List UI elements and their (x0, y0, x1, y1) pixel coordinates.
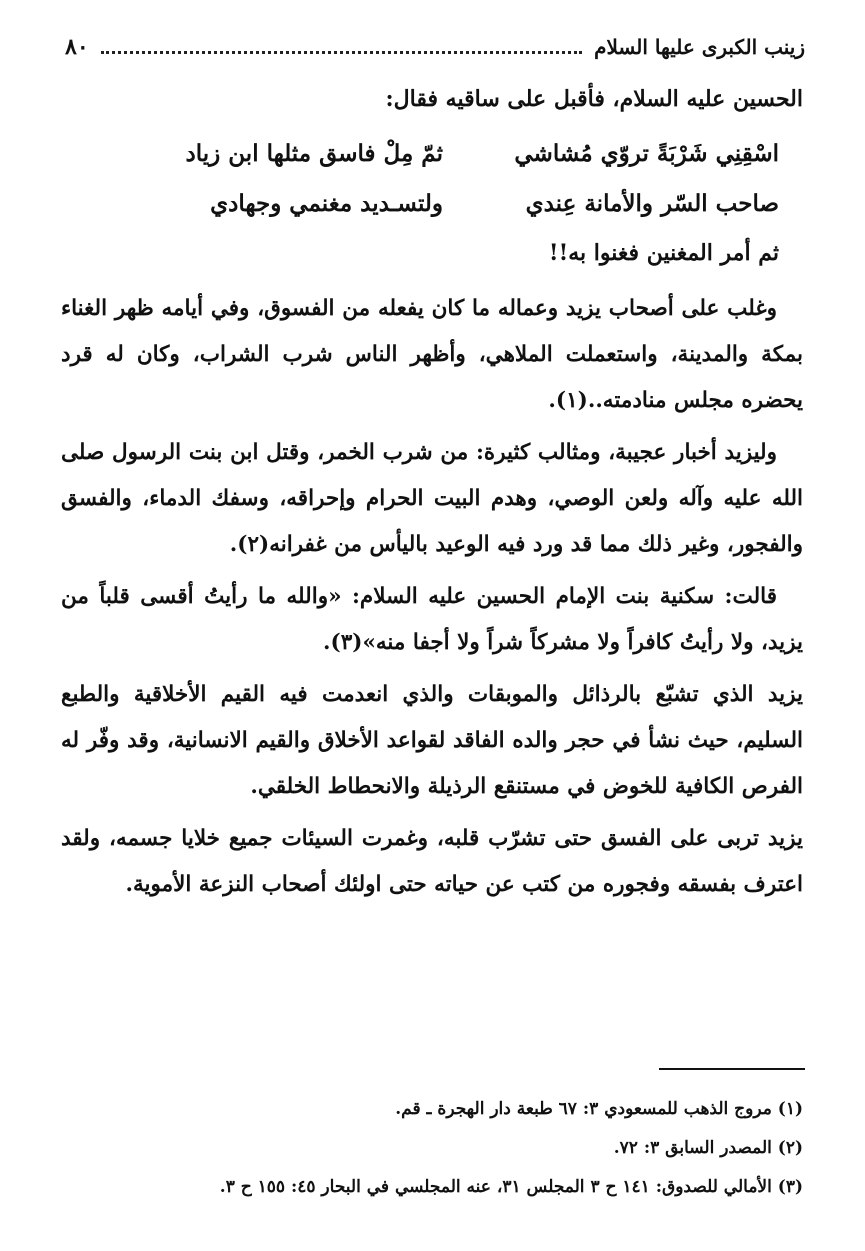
verse-first-hemistich: صاحب السّر والأمانة عِندي (525, 190, 779, 217)
verse-second-hemistich: ثمّ مِلْ فاسق مثلها ابن زياد (185, 140, 443, 167)
paragraph: يزيد الذي تشبّع بالرذائل والموبقات والذي انعدمت فيه القيم الأخلاقية والطبع السليم، حيث نشأ في حجر والده الفاقد لقواعد الأخلاق والقيم الانسانية، وقد وفّر له الفرص الكافية للخوض في مستنقع الرذيلة والانحطاط الخلقي. (61, 682, 803, 799)
verse-first-hemistich: اسْقِنِي شَرْبَةً تروّي مُشاشي (514, 140, 779, 167)
leader-dots (101, 41, 582, 54)
paragraph: وليزيد أخبار عجيبة، ومثالب كثيرة: من شرب الخمر، وقتل ابن بنت الرسول صلى الله عليه وآله ولعن الوصي، وهدم البيت الحرام وإحراقه، وسفك الدماء، والفسق والفجور، وغير ذلك مما قد ورد فيه الوعيد باليأس من غفرانه(٢). (61, 440, 803, 557)
verse-second-hemistich: ولتسـديد مغنمي وجهادي (210, 190, 443, 217)
footnotes (61, 1090, 803, 1207)
paragraph: يزيد تربى على الفسق حتى تشرّب قلبه، وغمرت السيئات جميع خلايا جسمه، ولقد اعترف بفسقه وفجوره من كتب عن حياته حتى اولئك أصحاب النزعة الأموية. (61, 826, 803, 897)
poem-outro: ثم أمر المغنين فغنوا به!! (548, 240, 779, 266)
poem-verse (103, 140, 803, 167)
running-title: زينب الكبرى عليها السلام (594, 35, 805, 59)
paragraph: وغلب على أصحاب يزيد وعماله ما كان يفعله من الفسوق، وفي أيامه ظهر الغناء بمكة والمدينة، واستعملت الملاهي، وأظهر الناس شرب الشراب، وكان له قرد يحضره مجلس منادمته..(١). (61, 296, 803, 413)
paragraph: قالت: سكنية بنت الإمام الحسين عليه السلام: «والله ما رأيتُ أقسى قلباً من يزيد، ولا رأيتُ كافراً ولا مشركاً شراً ولا أجفا منه»(٣). (61, 584, 803, 655)
body-text (61, 286, 803, 914)
footnote: (١) مروج الذهب للمسعودي ٣: ٦٧ طبعة دار الهجرة ـ قم. (395, 1099, 803, 1119)
poem-intro: الحسين عليه السلام، فأقبل على ساقيه فقال: (385, 86, 803, 112)
footnote-divider (659, 1068, 805, 1070)
footnote: (٢) المصدر السابق ٣: ٧٢. (613, 1138, 803, 1158)
footnote: (٣) الأمالي للصدوق: ١٤١ ح ٣ المجلس ٣١، عنه المجلسي في البحار ٤٥: ١٥٥ ح ٣. (219, 1177, 803, 1197)
running-header (65, 30, 805, 64)
poem-verse (103, 190, 803, 217)
page-number: ٨٠ (65, 34, 89, 60)
